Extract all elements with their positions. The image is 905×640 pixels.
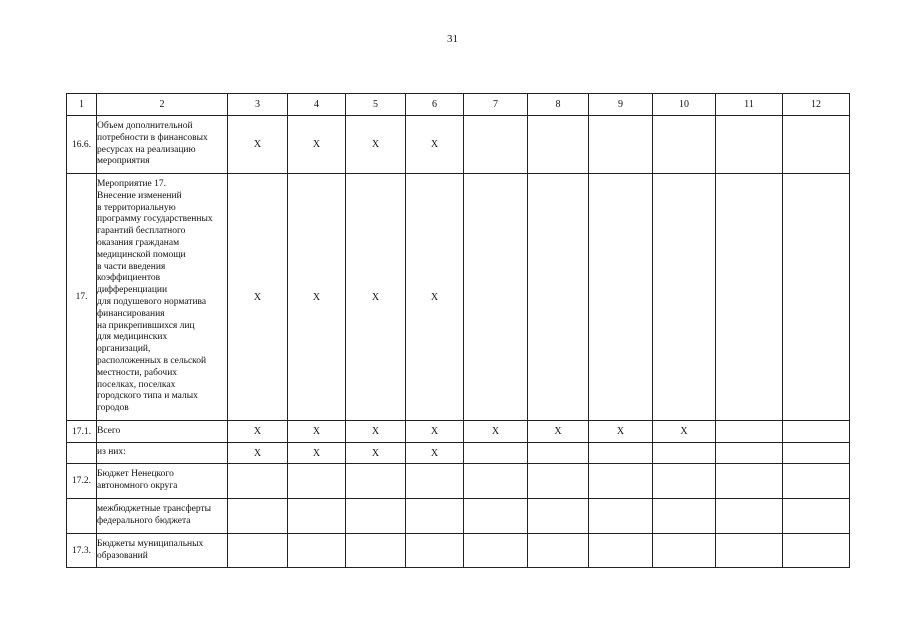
description-line: в территориальную xyxy=(97,202,176,213)
mark-cell-col-4: X xyxy=(288,174,346,421)
row-number-cell: 17.1. xyxy=(67,421,97,443)
mark-cell-col-8: X xyxy=(528,421,589,443)
mark-cell-col-6 xyxy=(406,464,464,499)
row-number-cell xyxy=(67,499,97,534)
row-number-cell: 16.6. xyxy=(67,116,97,174)
table-row xyxy=(67,443,850,464)
description-line: Бюджеты муниципальных xyxy=(97,538,204,549)
mark-cell-col-5 xyxy=(346,464,406,499)
description-line: дифференциации xyxy=(97,285,168,296)
header-cell-7: 7 xyxy=(464,94,528,116)
header-cell-9: 9 xyxy=(589,94,653,116)
mark-cell-col-11 xyxy=(716,499,783,534)
mark-cell-col-4: X xyxy=(288,116,346,174)
mark-cell-col-8 xyxy=(528,174,589,421)
mark-cell-col-4: X xyxy=(288,443,346,464)
page-number: 31 xyxy=(447,33,458,45)
header-row xyxy=(67,94,850,116)
mark-cell-col-12 xyxy=(783,534,850,568)
mark-cell-col-12 xyxy=(783,443,850,464)
mark-cell-col-10 xyxy=(653,443,716,464)
header-cell-11: 11 xyxy=(716,94,783,116)
header-cell-1: 1 xyxy=(67,94,97,116)
mark-cell-col-7 xyxy=(464,534,528,568)
description-line: поселках, поселках xyxy=(97,379,176,390)
mark-cell-col-5 xyxy=(346,534,406,568)
mark-cell-col-7 xyxy=(464,116,528,174)
description-line: Мероприятие 17. xyxy=(97,179,167,190)
mark-cell-col-5: X xyxy=(346,421,406,443)
table-row xyxy=(67,534,850,568)
header-cell-4: 4 xyxy=(288,94,346,116)
mark-cell-col-5: X xyxy=(346,116,406,174)
mark-cell-col-10 xyxy=(653,499,716,534)
mark-cell-col-6: X xyxy=(406,174,464,421)
table-row xyxy=(67,499,850,534)
header-cell-12: 12 xyxy=(783,94,850,116)
table-row xyxy=(67,421,850,443)
description-line: в части введения xyxy=(97,261,166,272)
mark-cell-col-10 xyxy=(653,534,716,568)
mark-cell-col-12 xyxy=(783,174,850,421)
mark-cell-col-5: X xyxy=(346,174,406,421)
description-line: на прикрепившихся лиц xyxy=(97,320,195,331)
mark-cell-col-5: X xyxy=(346,443,406,464)
mark-cell-col-10: X xyxy=(653,421,716,443)
mark-cell-col-11 xyxy=(716,464,783,499)
mark-cell-col-11 xyxy=(716,174,783,421)
description-line: организаций, xyxy=(97,344,151,355)
row-description-cell xyxy=(97,499,228,534)
description-line: межбюджетные трансферты xyxy=(97,504,211,515)
mark-cell-col-7: X xyxy=(464,421,528,443)
table-row xyxy=(67,464,850,499)
mark-cell-col-8 xyxy=(528,499,589,534)
row-number-cell: 17.2. xyxy=(67,464,97,499)
mark-cell-col-9 xyxy=(589,534,653,568)
mark-cell-col-7 xyxy=(464,443,528,464)
description-line: расположенных в сельской xyxy=(97,355,207,366)
header-cell-2: 2 xyxy=(97,94,228,116)
mark-cell-col-8 xyxy=(528,443,589,464)
mark-cell-col-10 xyxy=(653,464,716,499)
mark-cell-col-3: X xyxy=(228,116,288,174)
row-number-cell xyxy=(67,443,97,464)
description-line: программу государственных xyxy=(97,214,213,225)
mark-cell-col-5 xyxy=(346,499,406,534)
mark-cell-col-11 xyxy=(716,421,783,443)
mark-cell-col-10 xyxy=(653,116,716,174)
mark-cell-col-10 xyxy=(653,174,716,421)
description-line: городского типа и малых xyxy=(97,391,198,402)
description-line: гарантий бесплатного xyxy=(97,226,186,237)
mark-cell-col-4 xyxy=(288,534,346,568)
description-line: медицинской помощи xyxy=(97,249,186,260)
description-line: федерального бюджета xyxy=(97,516,191,526)
mark-cell-col-7 xyxy=(464,464,528,499)
mark-cell-col-12 xyxy=(783,464,850,499)
mark-cell-col-3: X xyxy=(228,421,288,443)
row-description-cell xyxy=(97,443,228,464)
row-description-cell xyxy=(97,174,228,421)
mark-cell-col-6 xyxy=(406,499,464,534)
description-line: автономного округа xyxy=(97,481,178,491)
mark-cell-col-9 xyxy=(589,443,653,464)
description-line: для медицинских xyxy=(97,332,168,343)
description-line: потребности в финансовых xyxy=(97,132,208,143)
mark-cell-col-9 xyxy=(589,174,653,421)
mark-cell-col-3: X xyxy=(228,174,288,421)
header-cell-3: 3 xyxy=(228,94,288,116)
mark-cell-col-4 xyxy=(288,464,346,499)
table-row xyxy=(67,116,850,174)
row-description-cell xyxy=(97,534,228,568)
description-line: Объем дополнительной xyxy=(97,120,193,131)
mark-cell-col-3 xyxy=(228,534,288,568)
mark-cell-col-8 xyxy=(528,534,589,568)
description-line: ресурсах на реализацию xyxy=(97,144,196,155)
mark-cell-col-11 xyxy=(716,116,783,174)
header-cell-8: 8 xyxy=(528,94,589,116)
mark-cell-col-6: X xyxy=(406,443,464,464)
description-line: городов xyxy=(97,403,129,414)
description-line: Внесение изменений xyxy=(97,190,182,201)
mark-cell-col-12 xyxy=(783,116,850,174)
mark-cell-col-9 xyxy=(589,499,653,534)
mark-cell-col-4: X xyxy=(288,421,346,443)
row-description-cell xyxy=(97,421,228,443)
header-cell-10: 10 xyxy=(653,94,716,116)
mark-cell-col-7 xyxy=(464,499,528,534)
mark-cell-col-6: X xyxy=(406,421,464,443)
mark-cell-col-8 xyxy=(528,116,589,174)
mark-cell-col-9: X xyxy=(589,421,653,443)
description-line: мероприятия xyxy=(97,156,150,167)
mark-cell-col-6: X xyxy=(406,116,464,174)
mark-cell-col-8 xyxy=(528,464,589,499)
row-description-cell xyxy=(97,464,228,499)
row-description-cell xyxy=(97,116,228,174)
mark-cell-col-12 xyxy=(783,421,850,443)
description-line: оказания гражданам xyxy=(97,238,180,249)
description-line: Всего xyxy=(97,425,121,436)
mark-cell-col-11 xyxy=(716,443,783,464)
header-cell-6: 6 xyxy=(406,94,464,116)
mark-cell-col-7 xyxy=(464,174,528,421)
table-row xyxy=(67,174,850,421)
row-number-cell: 17. xyxy=(67,174,97,421)
description-line: коэффициентов xyxy=(97,273,161,284)
mark-cell-col-6 xyxy=(406,534,464,568)
mark-cell-col-9 xyxy=(589,116,653,174)
description-line: из них: xyxy=(97,447,126,458)
mark-cell-col-9 xyxy=(589,464,653,499)
header-cell-5: 5 xyxy=(346,94,406,116)
mark-cell-col-3 xyxy=(228,464,288,499)
row-number-cell: 17.3. xyxy=(67,534,97,568)
mark-cell-col-3: X xyxy=(228,443,288,464)
description-line: местности, рабочих xyxy=(97,367,178,378)
budget-table xyxy=(66,93,850,568)
mark-cell-col-4 xyxy=(288,499,346,534)
mark-cell-col-11 xyxy=(716,534,783,568)
mark-cell-col-3 xyxy=(228,499,288,534)
description-line: Бюджет Ненецкого xyxy=(97,469,174,480)
description-line: для подушевого норматива xyxy=(97,297,207,307)
description-line: финансирования xyxy=(97,308,165,319)
description-line: образований xyxy=(97,550,148,561)
mark-cell-col-12 xyxy=(783,499,850,534)
